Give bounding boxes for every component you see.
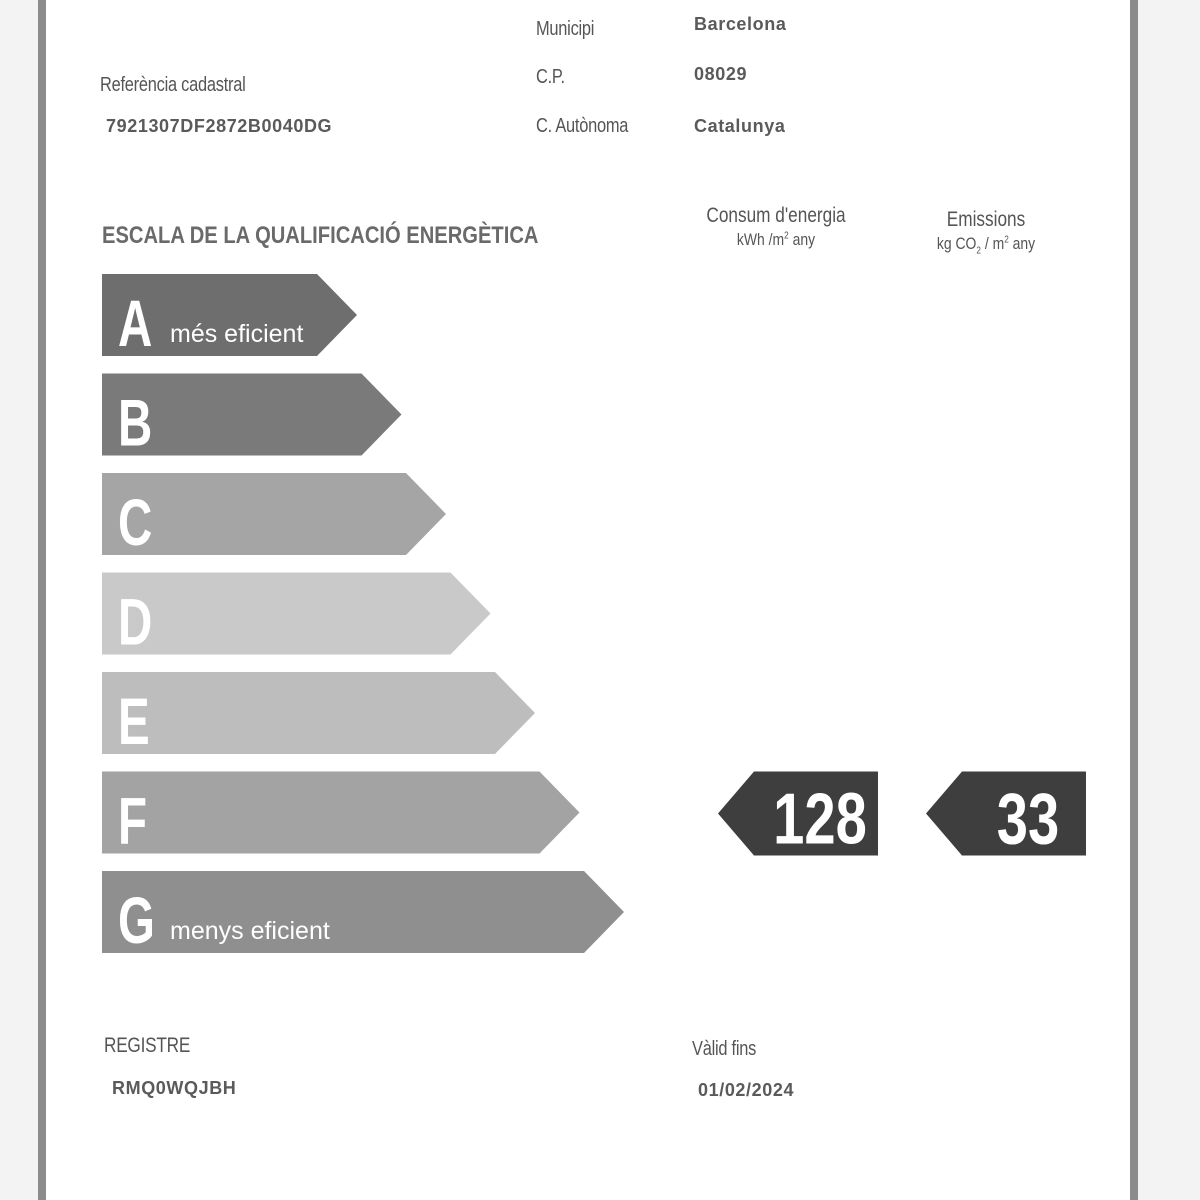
cadastral-ref-value: 7921307DF2872B0040DG [106, 116, 333, 136]
certificate-sheet [38, 0, 1138, 1200]
registry-value: RMQ0WQJBH [112, 1078, 237, 1098]
emissions-unit: kg $CO_2 / m^2$ any [936, 234, 1036, 257]
consumption-unit: kWh $/m^2$ any [736, 230, 816, 249]
energy-class-bar [102, 573, 491, 655]
energy-class-letter: D [118, 585, 153, 660]
valid-until-value: 01/02/2024 [698, 1080, 795, 1100]
energy-class-description: més eficient [170, 320, 304, 348]
energy-class-d [102, 573, 491, 660]
energy-class-g [102, 871, 624, 958]
registry-label: REGISTRE [104, 1034, 191, 1057]
consumption-indicator-value: 128 [773, 778, 867, 860]
energy-class-bar [102, 473, 446, 555]
energy-class-letter: C [118, 486, 153, 560]
energy-class-letter: B [118, 386, 153, 461]
energy-class-letter: G [118, 884, 155, 958]
energy-class-description: menys eficient [170, 917, 330, 945]
postal-code-label: C.P. [536, 66, 565, 88]
emissions-indicator [926, 772, 1086, 860]
energy-class-bar [102, 772, 580, 854]
energy-class-a [102, 274, 357, 361]
region-value: Catalunya [694, 116, 786, 136]
energy-class-letter: F [118, 784, 148, 859]
energy-class-c [102, 473, 446, 560]
postal-code-value: 08029 [694, 64, 748, 84]
valid-until-label: Vàlid fins [692, 1038, 757, 1060]
energy-class-f [102, 772, 580, 859]
scale-title: ESCALA DE LA QUALIFICACIÓ ENERGÈTICA [102, 222, 539, 249]
cadastral-ref-label: Referència cadastral [100, 74, 246, 96]
energy-class-bar [102, 672, 535, 754]
municipality-value: Barcelona [694, 14, 787, 34]
region-label: C. Autònoma [536, 115, 629, 137]
emissions-title: Emissions [946, 208, 1026, 231]
consumption-title: Consum d'energia [706, 204, 846, 227]
energy-class-letter: E [118, 685, 150, 759]
energy-class-b [102, 374, 402, 461]
emissions-indicator-value: 33 [996, 778, 1060, 860]
energy-class-letter: A [118, 287, 153, 361]
consumption-indicator [718, 772, 878, 860]
energy-scale [46, 0, 1146, 1000]
municipality-label: Municipi [536, 18, 595, 40]
energy-class-e [102, 672, 535, 759]
